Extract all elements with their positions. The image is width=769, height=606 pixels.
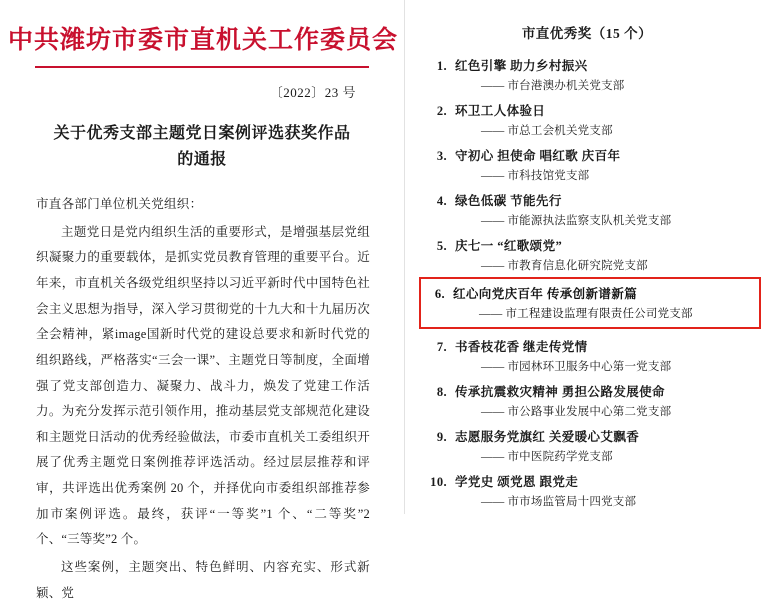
page-title-line-2: 的通报 (177, 151, 227, 169)
award-index: 6. (434, 287, 445, 301)
award-index: 3. (436, 149, 447, 163)
list-item (427, 427, 755, 464)
award-list (405, 56, 769, 509)
award-list-column (404, 0, 769, 514)
award-heading (427, 337, 755, 355)
award-organization: —— 市台港澳办机关党支部 (481, 80, 625, 92)
award-name: 红心向党庆百年 传承创新谱新篇 (453, 287, 638, 301)
page-title-line-1: 关于优秀支部主题党日案例评选获奖作品 (53, 125, 351, 142)
notice-body (36, 220, 370, 606)
award-heading (427, 472, 755, 490)
award-index: 7. (436, 340, 447, 354)
award-index: 4. (436, 194, 447, 208)
award-organization: —— 市能源执法监察支队机关党支部 (481, 215, 672, 227)
header-divider (35, 66, 369, 68)
award-name: 庆七一 “红歌颂党” (455, 239, 563, 253)
award-index: 9. (436, 430, 447, 444)
award-name: 红色引擎 助力乡村振兴 (455, 59, 588, 73)
award-organization: —— 市教育信息化研究院党支部 (481, 260, 648, 272)
award-name: 志愿服务党旗红 关爱暖心艾飘香 (455, 430, 640, 444)
list-item (427, 472, 755, 509)
body-paragraph-2: 这些案例，主题突出、特色鲜明、内容充实、形式新颖、党 (36, 559, 370, 600)
list-item (427, 56, 755, 93)
award-index: 5. (436, 239, 447, 253)
award-organization: —— 市市场监管局十四党支部 (481, 496, 637, 508)
award-heading (427, 427, 755, 445)
award-name: 传承抗震救灾精神 勇担公路发展使命 (455, 385, 665, 399)
award-heading (427, 101, 755, 119)
award-heading (427, 191, 755, 209)
award-heading (427, 146, 755, 164)
award-index: 8. (436, 385, 447, 399)
list-item (427, 191, 755, 228)
issuing-authority-header: 中共潍坊市委市直机关工作委员会 (8, 27, 399, 54)
award-heading (427, 382, 755, 400)
addressee-line: 市直各部门单位机关党组织： (36, 196, 203, 211)
list-item (427, 146, 755, 183)
list-item (427, 236, 755, 273)
award-name: 绿色低碳 节能先行 (455, 194, 562, 208)
list-item (427, 382, 755, 419)
award-index: 2. (436, 104, 447, 118)
list-item (427, 101, 755, 138)
award-name: 书香枝花香 继走传党情 (455, 340, 588, 354)
award-organization: —— 市中医院药学党支部 (481, 451, 613, 463)
award-organization: —— 市公路事业发展中心第二党支部 (481, 406, 672, 418)
page-title (52, 121, 352, 174)
award-heading (425, 284, 755, 302)
award-name: 环卫工人体验日 (455, 104, 546, 118)
list-item (427, 337, 755, 374)
document-number: 〔2022〕23 号 (269, 85, 356, 100)
award-organization: —— 市总工会机关党支部 (481, 125, 613, 137)
award-heading (427, 56, 755, 74)
award-organization: —— 市园林环卫服务中心第一党支部 (481, 361, 672, 373)
award-heading (427, 236, 755, 254)
award-organization: —— 市工程建设监理有限责任公司党支部 (479, 308, 693, 320)
award-organization: —— 市科技馆党支部 (481, 170, 590, 182)
award-name: 守初心 担使命 唱红歌 庆百年 (455, 149, 621, 163)
award-list-title: 市直优秀奖（15 个） (521, 26, 653, 41)
award-index: 1. (436, 59, 447, 73)
award-name: 学党史 颂党恩 跟党走 (455, 475, 579, 489)
award-index: 10. (430, 475, 447, 489)
list-item-highlighted (423, 281, 757, 325)
body-paragraph-1: 主题党日是党内组织生活的重要形式，是增强基层党组织凝聚力的重要载体，是抓实党员教育管理的重要平台。近年来，市直机关各级党组织坚持以习近平新时代中国特色社会主义思想为指导，深入学习贯彻党的十九大和十九届历次全会精神，紧image国新时代党的建设总要求和新时代党的组织路线，严格落实“三会一课”、主题党日等制度，全面增强了党支部创造力、凝聚力、战斗力，焕发了党建工作活力。为充分发挥示范引领作用，推动基层党支部规范化建设和主题党日活动的优秀经验做法，市委市直机关工委组织开展了优秀主题党日案例推荐评选活动。经过层层推荐和评审，共评选出优秀案例 20 个，并择优向市委组织部推荐参加市案例评选。最终，获评“一等奖”1 个、“二等奖”2 个、“三等奖”2 个。 (36, 224, 370, 547)
